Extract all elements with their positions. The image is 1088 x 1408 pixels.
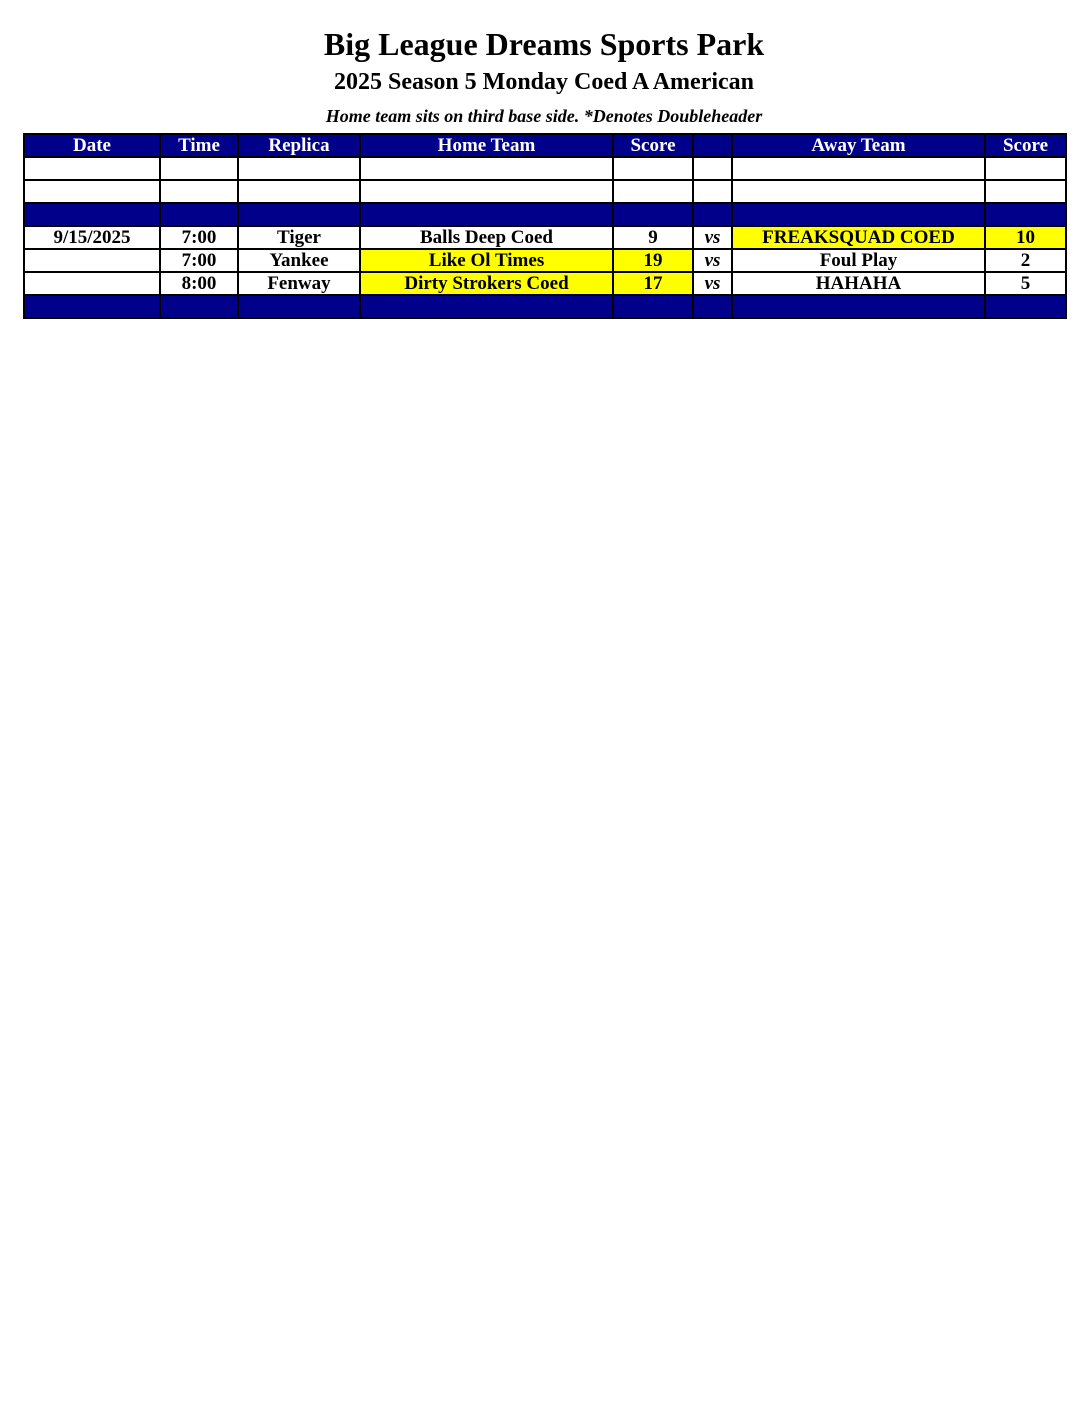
column-header-time: Time bbox=[160, 134, 238, 157]
column-header-away-score: Score bbox=[985, 134, 1066, 157]
separator-band bbox=[24, 203, 1066, 226]
versus-label: vs bbox=[693, 272, 732, 295]
away-score: 10 bbox=[985, 226, 1066, 249]
schedule-table bbox=[23, 133, 1067, 319]
versus-label: vs bbox=[693, 226, 732, 249]
away-team: HAHAHA bbox=[732, 272, 985, 295]
game-time: 7:00 bbox=[160, 249, 238, 272]
game-row bbox=[24, 226, 1066, 249]
away-team: FREAKSQUAD COED bbox=[732, 226, 985, 249]
empty-row bbox=[24, 180, 1066, 203]
away-score: 2 bbox=[985, 249, 1066, 272]
column-header-home-score: Score bbox=[613, 134, 693, 157]
header-row bbox=[24, 134, 1066, 157]
schedule-note: Home team sits on third base side. *Denotes Doubleheader bbox=[325, 106, 763, 126]
home-score: 19 bbox=[613, 249, 693, 272]
game-date bbox=[24, 249, 160, 272]
column-header-vs bbox=[693, 134, 732, 157]
empty-row bbox=[24, 157, 1066, 180]
page-title: Big League Dreams Sports Park bbox=[323, 26, 765, 62]
home-team: Like Ol Times bbox=[360, 249, 613, 272]
separator-band bbox=[24, 295, 1066, 318]
game-replica: Tiger bbox=[238, 226, 360, 249]
home-team: Dirty Strokers Coed bbox=[360, 272, 613, 295]
game-date: 9/15/2025 bbox=[24, 226, 160, 249]
game-row bbox=[24, 249, 1066, 272]
season-subtitle: 2025 Season 5 Monday Coed A American bbox=[333, 69, 755, 95]
game-time: 7:00 bbox=[160, 226, 238, 249]
game-replica: Fenway bbox=[238, 272, 360, 295]
home-score: 9 bbox=[613, 226, 693, 249]
column-header-date: Date bbox=[24, 134, 160, 157]
column-header-away-team: Away Team bbox=[732, 134, 985, 157]
versus-label: vs bbox=[693, 249, 732, 272]
home-score: 17 bbox=[613, 272, 693, 295]
game-replica: Yankee bbox=[238, 249, 360, 272]
away-team: Foul Play bbox=[732, 249, 985, 272]
column-header-home-team: Home Team bbox=[360, 134, 613, 157]
away-score: 5 bbox=[985, 272, 1066, 295]
column-header-replica: Replica bbox=[238, 134, 360, 157]
game-row bbox=[24, 272, 1066, 295]
game-time: 8:00 bbox=[160, 272, 238, 295]
home-team: Balls Deep Coed bbox=[360, 226, 613, 249]
game-date bbox=[24, 272, 160, 295]
